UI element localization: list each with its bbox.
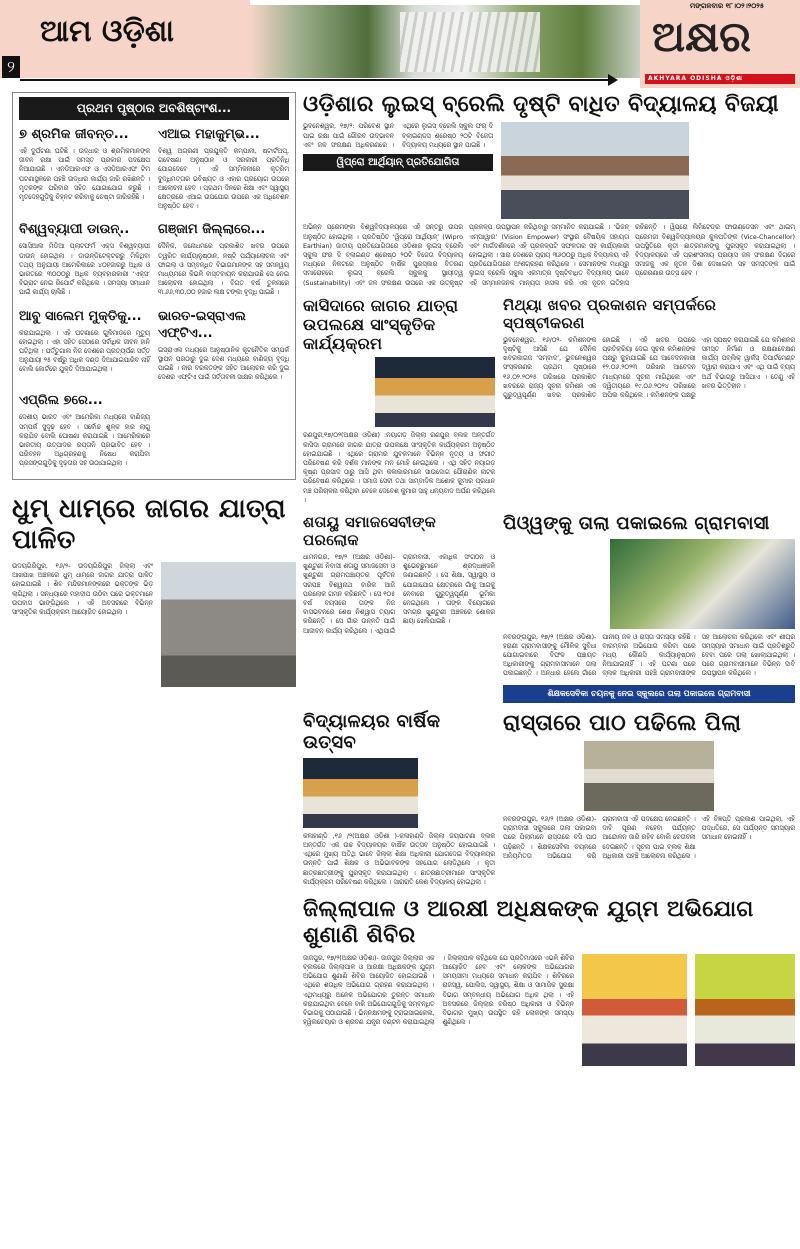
vidyalaya-photo [303,758,418,828]
block-text: କରାଯାଇଥିଲା । ଏହି ଘଟଣାରେ ଗୁଳିମାଡ଼ରେ ମୃତ୍ୟୁ ହୋଇଥିଲା । ଏହା ସହିତ ସେଠାରେ ସର୍ବାଧିକ ଜୀବନ ହାନି ଘଟିଥିଲା । ପର୍ତ୍ତୁଗାଲ ନିଜ ଦେଶରେ ପ୍ରତ୍ୟର୍ପଣ ସର୍ତ୍ତ ଅନୁଯାୟୀ ୨୫ ବର୍ଷରୁ ଅଧିକ ଦଣ୍ଡ ଦିଆଯାଇପାରିବ ନାହିଁ ବୋଲି କୋର୍ଟରେ ଯୁକ୍ତି ଦିଆଯାଇଥିଲା । [19,329,150,374]
continued-from-front-page [12,92,296,480]
block-heading: ବିଶ୍ୱବ୍ୟାପୀ ଡାଉନ୍.. [19,222,130,238]
newspaper-logo: ଅକ୍ଷର [652,12,751,61]
braille-text: ଅଭିନ୍ନ ପ୍ରେମଙ୍କା ବିଶ୍ୱବିଦ୍ୟାଳୟରେ ଏହି ସନ୍ତରୁ ଉପର ଅନୁଷ୍ଠିତ ହୋଇଥିଲା । ପ୍ରତିଷ୍ଠିତ ‘ୱିପ୍ରୋ ଆର୍ଥିୟାନ୍’ (Wipro Earthian) ଜାତୀୟ ପ୍ରତିଯୋଗିତାରେ ଓଡ଼ିଶାର ଲୁଇସ୍ ବ୍ରେଲି ସ୍କୁଲ ଫର ଦି ବ୍ଲାଇଣ୍ଡ ଶ୍ରେଷ୍ଠ ୨୦ଟି ବିଜେତା ବିଦ୍ୟାଳୟ ମଧ୍ୟରେ ନିକଟରେ ଅନୁଷ୍ଠିତ ବାର୍ଷିକ ପୁରସ୍କାର ବିତରଣ ସମାରୋହରେ ଲୁଇସ୍ ବ୍ରେଲି ସ୍କୁଲକୁ ସ୍ଥାୟୀତ୍ୱ (Sustainability) ଏବଂ ଜଳ ସଂରକ୍ଷଣ ଉପରେ ଏକ ଉତ୍କୃଷ୍ଟ ପ୍ରକଳ୍ପ ଉପସ୍ଥାପନ କରିଥିବାରୁ ସମ୍ମାନିତ କରାଯାଇଛି । ‘ଭିଜନ୍ ଏମ୍ପାୱାର’ (Vision Empower) ସଂସ୍ଥାର ବୈଷୟିକ ସହାୟତା ଏବଂ ମାର୍ଗଦର୍ଶନରେ ଏହି ପ୍ରକଳ୍ପଟି ସଫଳତାର ସହ କାର୍ଯ୍ୟକାରୀ ହୋଇଥିଲା । ସାରା ଦେଶରେ ପ୍ରାୟ ୩୬୦୦ରୁ ଅଧିକ ବିଦ୍ୟାଳୟ ଏହି ପ୍ରତିଯୋଗିତାରେ ଅଂଶଗ୍ରହଣ କରିଥିଲେ । ସେମାନଙ୍କ ମଧ୍ୟରୁ ଲୁଇସ୍ ବ୍ରେଲି ସ୍କୁଲ ଏକମାତ୍ର ଦୃଷ୍ଟିବାଧିତ ବିଦ୍ୟାଳୟ ଭାବେ ଏହି ସମ୍ମାନଜନକ ମାନ୍ୟତା ହାସଲ କରି ଏକ ନୂତନ ଇତିହାସ ରଚିଛନ୍ତି । ୱିପ୍ରୋ ଲିମିଟେଡ୍‌ର ଫାଉଣ୍ଡେସନ ଏବଂ ଥାଇମ୍ ପ୍ରେମଜୀ ବିଶ୍ୱବିଦ୍ୟାଳୟର କୁଳପତିଙ୍କ (Vice-Chancellor) ଉପସ୍ଥିତିରେ କୃତୀ ଛାତ୍ରମାନଙ୍କୁ ପୁରସ୍କୃତ କରାଯାଇଥିଲା । ବିଦ୍ୟାଳୟରେ ଏହି ପ୍ରଶଂସନୀୟ ପ୍ରୟାସ ଜଳ ସଂରକ୍ଷଣ ଦିଗରେ ସମାଜକୁ ଏକ ନୂତନ ଦିଶା ଦେଖାଇବା ସହ ସମସ୍ତଙ୍କ ପାଇଁ ପ୍ରେରଣାର ଉତ୍ସ ହେବ । [303,224,795,287]
vidyalaya-headline: ବିଦ୍ୟାଳୟର ବାର୍ଷିକ ଉତ୍ସବ [303,710,441,754]
temple-photo [161,562,296,687]
block-text: ଦୈନିକ, ଜନୋଧମରେ ପ୍ରକାଶିତ ଖବର ଉପରେ ତ୍ୱରିତ କାର୍ଯ୍ୟାନୁଷ୍ଠାନ, ନଷ୍ଟି ପର୍ଯ୍ୟାଲୋଚନା ଏବଂ ଫାଇଲ୍ ଓ ସମ୍ବନ୍ଧିତ ବିଭାଗମାନଙ୍କ ସହ ସମନ୍ୱୟ ମାଧ୍ୟମରେ କିଭଳି ବାସ୍ତବାୟନ କରାଯାଉଛି ସେ ନେଇ ଆଲୋଚନା ହୋଇଥିଲା । ବିଗତ ବର୍ଷ ତୁଳନାରେ ୩.୬୬,୩୦,୦୦ ହଜାର ଲକ୍ଷ ଟଙ୍କା ବୃଦ୍ଧି ପାଇଛି । [158,243,289,297]
shatayu-text: ଧାମନଗର, ୧୭/୨ (ଅକ୍ଷର ଓଡ଼ିଶା)- ଖୁଣ୍ଟୁଣୀ ନିବାସୀ ଶତାୟୁ ସମାଜସେବୀ ଓ ଖୁଣ୍ଟୁଣୀ ଗ୍ରାମପଞ୍ଚାୟତର ପୂର୍ବତନ ସରପଞ୍ଚ ବିଶ୍ୱନାଥ ବାରିକ ଆଜି ପରଲୋକ ଗମନ କରିଛନ୍ତି । ସେ ୧୦୫ ବର୍ଷ ବୟସରେ ତାଙ୍କ ନିଜ ବାସଭବନରେ ଶେଷ ନିଶ୍ୱାସ ତ୍ୟାଗ କରିଛନ୍ତି । ସେ ଗାଁର ଉନ୍ନତି ପାଇଁ ଆଜୀବନ କାର୍ଯ୍ୟ କରିଥିଲେ । ଏଥିପାଇଁ ଗ୍ରାମବାସୀ, ଏକାଧିକ ସଂଗଠନ ଓ ଶୁଭେଚ୍ଛୁମାନେ ଶ୍ରଦ୍ଧାଞ୍ଜଳି ଜଣାଇଛନ୍ତି । ସେ ଶିକ୍ଷା, ସ୍ୱାସ୍ଥ୍ୟ ଓ ଯୋଗାଯୋଗ କ୍ଷେତ୍ରରେ ଗାଁକୁ ଆଗକୁ ନେବାରେ ଗୁରୁତ୍ୱପୂର୍ଣ୍ଣ ଭୂମିକା ନେଇଥିଲେ । ତାଙ୍କ ବିୟୋଗରେ ସମଗ୍ର ଖୁଣ୍ଟୁଣୀ ଅଞ୍ଚଳରେ ଶୋକର ଛାୟା ଖେଳିଯାଇଛି । [303,554,495,635]
block-heading: ଏଆଇ ମହାକୁମ୍ଭ... [158,127,260,142]
rasta-headline: ରାସ୍ତାରେ ପାଠ ପଢିଲେ ପିଲା [503,710,742,736]
shibira-text: ଜାଜପୁର, ୧୭/୨(ଅକ୍ଷର ଓଡ଼ିଶା)- ଜାଜପୁର ଜିଲ୍ଲାର ଏକ ବ୍ଲକରେ ଜିଲ୍ଲାପାଳ ଓ ଆରକ୍ଷୀ ଅଧିକ୍ଷକଙ୍କ ଯୁଗ୍ମ ଅଭିଯୋଗ ଶୁଣାଣି ଶିବିର ଆୟୋଜିତ ହୋଇଯାଇଛି । ଏଥିରେ ଶତାଧିକ ଅଭିଯୋଗ ଗ୍ରହଣ କରାଯାଇଥିଲା । ଏଥିମଧ୍ୟରୁ ଅନେକ ଅଭିଯୋଗର ତୁରନ୍ତ ସମାଧାନ କରାଯାଇଥିବା ବେଳେ ବାକି ଅଭିଯୋଗଗୁଡ଼ିକୁ ସମ୍ବନ୍ଧିତ ବିଭାଗକୁ ପଠାଯାଇଛି । ଭିନ୍ନକ୍ଷମଙ୍କୁ ଟ୍ରାଇସାଇକେଲ, ହ୍ୱିଲଚେୟାର ଓ ଶ୍ରବଣ ଯନ୍ତ୍ର ବଣ୍ଟନ କରାଯାଇଥିଲା । ଜିଲ୍ଲାପାଳ କହିଥିଲେ ଯେ ପ୍ରତିମାସରେ ଏଭଳି ଶିବିର ଆୟୋଜିତ ହେବ ଏବଂ ଲୋକଙ୍କ ଅଭିଯୋଗର ସମୟସୀମା ମଧ୍ୟରେ ସମାଧାନ କରାଯିବ । ଶିବିରରେ ରାଜସ୍ୱ, ପୋଲିସ, ସ୍ୱାସ୍ଥ୍ୟ, ଶିକ୍ଷା ଓ ସାମାଜିକ ସୁରକ୍ଷା ବିଭାଗ ସମ୍ବନ୍ଧୀୟ ଅଭିଯୋଗ ଅଧିକ ଥିଲା । ଏହି ଅବସରରେ ଜିଲ୍ଲାର ବରିଷ୍ଠ ଅଧିକାରୀ ଓ ବିଭିନ୍ନ ବିଭାଗର ମୁଖ୍ୟ ଉପସ୍ଥିତ ରହି ଲୋକଙ୍କ ସମସ୍ୟା ଶୁଣିଥିଲେ । [303,954,574,1027]
braille-headline: ଓଡ଼ିଶାର ଲୁଇସ୍ ବ୍ରେଲି ଦୃଷ୍ଟି ବାଧିତ ବିଦ୍ୟାଳୟ ବିଜୟୀ [303,92,779,117]
shibira-headline: ଜିଲ୍ଲାପାଳ ଓ ଆରକ୍ଷୀ ଅଧିକ୍ଷକଙ୍କ ଯୁଗ୍ମ ଅଭିଯୋଗ ଶୁଣାଣି ଶିବିର [303,897,754,949]
logo-tagline [645,74,795,84]
vidyalaya-text: କଳାହାଣ୍ଡି ,୧୬ /୨(ଅକ୍ଷର ଓଡ଼ିଶା )-କଳାହାଣ୍ଡି ଜିଲ୍ଲା ଜୟପାଟଣା ବ୍ଲକ ଅନ୍ତର୍ଗତ ଏକ ଉଚ୍ଚ ବିଦ୍ୟାଳୟର ବାର୍ଷିକ ଉତ୍ସବ ଅନୁଷ୍ଠିତ ହୋଇଯାଇଛି । ଏଥିରେ ମୁଖ୍ୟ ଅତିଥି ଭାବେ ଜିଲ୍ଲା ଶିକ୍ଷା ଅଧିକାରୀ ଯୋଗଦେଇ ବିଦ୍ୟାଳୟର ଉନ୍ନତି ପାଇଁ ଶିକ୍ଷକ ଓ ଅଭିଭାବକଙ୍କ ସହଯୋଗ ଲୋଡ଼ିଥିଲେ । କୃତୀ ଛାତ୍ରଛାତ୍ରୀଙ୍କୁ ପୁରସ୍କୃତ କରାଯାଇଥିଲା । ଛାତ୍ରଛାତ୍ରୀମାନେ ସାଂସ୍କୃତିକ କାର୍ଯ୍ୟକ୍ରମ ପରିବେଷଣ କରିଥିଲେ । ସାରାରାତି କେଶ ବିଦ୍ୟାଳୟ ହୋଇଥିଲା । [303,832,495,886]
pio-photo [610,539,795,629]
kasida-photo [375,357,495,427]
kasida-text: ରଣପୁର,୧୭/୦୨(ଅକ୍ଷର ଓଡ଼ିଶା) :ନୟାଗଡ଼ ଜିଲ୍ଲା ରଣପୁର ବ୍ଲକ ଅନ୍ତର୍ଗତ କାସିଦା ଗ୍ରାମରେ ଜାଗର ଯାତ୍ରା ଉପଲକ୍ଷେ ସାଂସ୍କୃତିକ କାର୍ଯ୍ୟକ୍ରମ ଅନୁଷ୍ଠିତ ହୋଇଯାଇଛି । ଏଥିରେ ଗ୍ରାମର ଯୁବକମାନେ ବିଭିନ୍ନ ନୃତ୍ୟ ଓ ସଂଗୀତ ପରିବେଷଣ କରି ଦର୍ଶକ ମାନଙ୍କ ମନ ମୋହି ନେଇଥିଲେ । ଏଥି ସହିତ ନୟାଗଡ଼ କୃଷ୍ଣ ପ୍ରସାଦ ଠାରୁ ଆସି ଥିବା କଳାକାରମାନେ ସାଉଦୋଗ ପୌରାଣିକ ନାଟକ ପରିବେଷଣ କରିଥିଲେ । ସମାଜ ସେବୀ ତଥା ସାମ୍ବାଦିକ ଅଶୋକ କୁମାର ପ୍ରଧାନ ମଞ୍ଚ ପରିଚାଳନା କରିଥିବା ବେଳେ ଦେବେଶ କୁମାର ସାହୁ ଧନ୍ୟବାଦ ଅର୍ପଣ କରିଥିଲେ । [303,432,495,504]
tagline-en: AKHYARA ODISHA [648,75,723,82]
section-title: ଆମ ଓଡ଼ିଶା [40,14,174,49]
block-heading: ଗଞ୍ଜାମ ଜିଲ୍ଲାରେ... [158,222,266,238]
continued-title: ପ୍ରଥମ ପୃଷ୍ଠାର ଅବଶିଷ୍ଟାଂଶ... [19,97,289,120]
tagline-odia: ଓଡ଼ିଶା [725,75,743,82]
braille-photo [501,122,689,219]
waterfall-image [400,12,540,72]
mithya-text: ଭୁବନେଶ୍ୱର, ୧୬/୦୨- କମିଶନଙ୍କ ଦୃଷ୍ଟିକୁ ଆସିଛି ଯେ ଦୈନିକ ଖବରକାଗଜ ‘ସମ୍ବାଦ’, ଭୁବନେଶ୍ୱର ସଂସ୍କରଣର ପ୍ରଥମ ପୃଷ୍ଠାରେ ୧୬.୦୨.୨୦୨୫ ତାରିଖରେ ପ୍ରକାଶିତ ଖବରରେ ରାଜ୍ୟ ସୂଚନା କମିଶନ ଏକ ଗୁରୁତ୍ୱପୂର୍ଣ୍ଣ ଖବର ପ୍ରକାଶିତ ହୋଇଛି । ଏହି ଖବର ଉପରେ ପ୍ରତିକ୍ରିୟା ଦେଇ ସୂଚନା କମିଶନଙ୍କ ପକ୍ଷରୁ କୁହାଯାଇଛି ଯେ ଆବେଦନକାରୀ ୧୨.୦୬.୨୦୨୩ ତାରିଖର ଆବେଦନ ମାଧ୍ୟମରେ ସୂଚନା ମାଗିଥିଲେ ଏବଂ ଦ୍ୱିତୀୟରେ ୧୯.୦୬.୨୦୨୪ ତାରିଖରେ ଅପିଲ କରିଥିଲେ । କମିଶନଙ୍କ ପକ୍ଷରୁ ଏହା ସ୍ପଷ୍ଟ କରାଯାଇଛି ଯେ କମିଶନର ସମସ୍ତ ନିର୍ମାଣ ଓ ରକ୍ଷଣାବେକ୍ଷଣ କାର୍ଯ୍ୟ ପବ୍ଲିକ୍ ୱାର୍କସ୍ ଡିପାର୍ଟମେଣ୍ଟ ଦ୍ୱାରା କରାଯାଏ ଏବଂ ଏଥି ପାଇଁ ବ୍ୟୟ ଅର୍ଥ ବିଭାଗରୁ ଆସିଥାଏ । ତେଣୁ ଏହି ଖବର ଭିତ୍ତିହୀନ । [503,336,795,400]
block-text: ବିଶ୍ୱ ଅଗ୍ରଣୀ ପ୍ରଯୁକ୍ତି କମ୍ପାନୀ, ଷ୍ଟାର୍ଟଅପ୍, ଗବେଷଣା ଅନୁଷ୍ଠାନ ଓ ସରକାରୀ ପ୍ରତିନିଧି ଯୋଗଦେବେ । ଏହି ସମ୍ମିଳନୀରେ କୃତ୍ରିମ ବୁଦ୍ଧିମତ୍ତାର ଭବିଷ୍ୟତ ଓ ଏହାର ପ୍ରୟୋଗ ଉପରେ ଆଲୋଚନା ହେବ । ପ୍ରଥମ ଦିନରେ ଶିକ୍ଷା ଏବଂ ସ୍ୱାସ୍ଥ୍ୟ କ୍ଷେତ୍ରରେ ଏଆଇ ଉପଯୋଗ ଉପରେ ଏକ ଅଧିବେଶନ ଅନୁଷ୍ଠିତ ହେବ । [158,148,289,211]
pio-headline: ପିଓ୍ୱଙ୍କୁ ତାଲା ପକାଇଲେ ଗ୍ରାମବାସୀ [503,513,770,534]
block-text: ଏହି ଦୁର୍ଘଟଣା ଘଟିଛି । ଉଦ୍ଧାର ଓ ଶ୍ରମିକମାନଙ୍କ ଜୀବନ ରକ୍ଷା ପାଇଁ ସମସ୍ତ ପ୍ରକାର ପଦକ୍ଷେପ ନିଆଯାଉଛି । ଏନଡିଆରଏଫ ଓ ଏସଡିଆରଏଫ ଟିମ ଘଟଣାସ୍ଥଳରେ ପହଞ୍ଚି ଉଦ୍ଧାର କାର୍ଯ୍ୟ ଜାରି ରଖିଛନ୍ତି । ମୃତକଙ୍କ ପରିବାର ସହିତ ଯୋଗାଯୋଗ କରୁଛି । ମୃତଦେହଗୁଡ଼ିକୁ ଚିହ୍ନଟ କରିବାକୁ ଚେଷ୍ଟା ଜାରିରହିଛି । [19,148,150,202]
kasida-headline-1: କାସିଦାରେ ଜାଗର ଯାତ୍ରା [303,295,459,315]
issue-date: ମଙ୍ଗଳବାର ୧୮।୦୨।୨୦୨୫ [690,2,765,10]
shatayu-headline: ଶତାୟୁ ସମାଜସେବୀଙ୍କ ପରଲୋକ [303,513,437,549]
block-heading: ୭ ଶ୍ରମିକ ଜୀବନ୍ତ... [19,127,129,142]
kasida-headline-2: ଉପଲକ୍ଷେ ସାଂସ୍କୃତିକ କାର୍ଯ୍ୟକ୍ରମ [303,315,436,354]
rasta-text: ନବରଙ୍ଗପୁର, ୧୬/୨ (ଅକ୍ଷର ଓଡ଼ିଶା)- ଗ୍ରାମବାସୀ ସ୍କୁଲରେ ତାଲା ପକାଇବା ପରେ ପିଲାମାନେ ରାସ୍ତାରେ ବସି ପାଠ ପଢ଼ିଛନ୍ତି । ଶିକ୍ଷକସେବିକା ଚୟନରେ ଅନିୟମିତତା ଅଭିଯୋଗ କରି ଗ୍ରାମବାସୀ ଏହି ପଦକ୍ଷେପ ନେଇଛନ୍ତି । ଦାବି ପୂରଣ ନହେବା ପର୍ଯ୍ୟନ୍ତ ଆନ୍ଦୋଳନ ଜାରି ରହିବ ବୋଲି ଚେତାବନୀ ଦେଇଛନ୍ତି । ସୂଚନା ପାଇ ବ୍ଲକ ଶିକ୍ଷା ଅଧିକାରୀ ପହଞ୍ଚି ଆଲୋଚନା କରିଥିଲେ । ଏହି ବିଜ୍ଞପ୍ତି ପ୍ରକାଶ ପାଇଥିଲା, ଏହି ପଦ୍ଧତିରେ, ସେ ପର୍ଯ୍ୟନ୍ତ ସମସ୍ୟାର ସମାଧାନ ହୋଇନାହିଁ । [503,816,795,860]
mithya-headline: ମିଥ୍ୟା ଖବର ପ୍ରକାଶନ ସମ୍ପର୍କରେ ସ୍ପଷ୍ଟୀକରଣ [503,295,717,332]
block-text: ଦେଶୀୟ ଭାରତ ଏବଂ ଆମେରିକା ମଧ୍ୟରେ ବାଣିଜ୍ୟ ସମ୍ପର୍କ ସୁଦୃଢ଼ ହେବ । ସର୍ବୋଚ୍ଚ ଶୁଳ୍କ ହାର ଲାଗୁ କରାଯିବ ବୋଲି ଘୋଷଣା କରାଯାଇଛି । ଆମେରିକାରେ ଭାରତୀୟ ଉତ୍ପାଦର ରପ୍ତାନି ପ୍ରଭାବିତ ହେବ । ପରିବହନ ଅଧିଗ୍ରହଣକୁ ନିଷେଧ କରାଯିବା ପ୍ରସଙ୍ଗଗୁଡ଼ିକୁ ଦୃଢ଼ତାର ସହ ଉଠାଯାଇଥିଲା । [19,414,150,468]
block-heading: ଏପ୍ରିଲ ୭ରେ... [19,393,103,409]
jagar-text: ଉଦୟଗିରିପୁର, ୧୬/୨- ଉଦୟଗିରିପୁର ଜିଲ୍ଲା ଏବଂ ଆଖପାଖ ଅଞ୍ଚଳରେ ଧୁମ୍ ଧାମ୍‌ରେ ଜାଗର ଯାତ୍ରା ପାଳିତ ହୋଇଯାଇଛି । ଶିବ ମନ୍ଦିରମାନଙ୍କରେ ଭକ୍ତଙ୍କ ଭିଡ଼ ଲାଗିଥିଲା । ସନ୍ଧ୍ୟାରେ ମହାଦୀପ ଉଠିବା ପରେ ଭକ୍ତମାନେ ଉପବାସ ଭାଙ୍ଗିଥିଲେ । ଏହି ଅବସରରେ ବିଭିନ୍ନ ସାଂସ୍କୃତିକ କାର୍ଯ୍ୟକ୍ରମ ଆୟୋଜିତ ହୋଇଥିଲା । [12,563,153,617]
shibira-photo-2 [695,954,795,1066]
pio-text: ନବରଙ୍ଗପୁର, ୧୭/୨ (ଅକ୍ଷର ଓଡ଼ିଶା)- ହରାଣୀ ଗ୍ରାମବାସୀଙ୍କୁ ମୌଳିକ ସୁବିଧା ଯୋଗାଇବାରେ ବିଫଳ ପଞ୍ଚାୟତ ଅଧିକାରୀଙ୍କୁ ଗ୍ରାମବାସୀମାନେ ତାଲା ପକାଇଛନ୍ତି । ଅନ୍ଧାର ହେଲେ ଗାଁରେ ପାନୀୟ ଜଳ ଓ ରାସ୍ତା ସମସ୍ୟା ରହିଛି । ବାରମ୍ବାର ଅଭିଯୋଗ କରିବା ପରେ ମଧ୍ୟ କୌଣସି କାର୍ଯ୍ୟାନୁଷ୍ଠାନ ନିଆଯାଇନାହିଁ । ଏହି ଘଟଣା ପରେ ବ୍ଲକ ଅଧିକାରୀ ପହଞ୍ଚି ଗ୍ରାମବାସୀଙ୍କ ସହ ଆଲୋଚନା କରିଥିଲେ ଏବଂ ଶୀଘ୍ର ସମସ୍ୟାର ସମାଧାନ ପାଇଁ ପ୍ରତିଶ୍ରୁତି ଦେବା ପରେ ତାଲା ଖୋଲାଯାଇଥିଲା । ପରେ ଗ୍ରାମବାସୀମାନେ ବିଭିନ୍ନ ଦାବି ଉପସ୍ଥାପନ କରିଥିଲେ । [503,633,795,678]
block-text: ଇସ୍ରାଏଲ ମଧ୍ୟରେ ଆନୁଷ୍ଠାନିକ କୂଟନୈତିକ ସମ୍ପର୍କ ସ୍ଥାପନ ପରଠାରୁ ଦୁଇ ଦେଶ ମଧ୍ୟରେ ବାଣିଜ୍ୟ ବୃଦ୍ଧି ପାଇଛି । ନୀର ବରକତଙ୍କ ସହିତ ଆଲୋଚନା କରି ଦୁଇ ଦେଶର ଏଫ୍‌ଟିଏ ପାଇଁ ସର୍ତ୍ତାବଳୀ ସାକ୍ଷର କରିଥିଲେ । [158,346,289,382]
arrow-icon [608,74,618,86]
block-text: ସୋସିଆଲ ମିଡିଆ ପ୍ଲାଟଫର୍ମ ଏକ୍ସ ବିଶ୍ୱବ୍ୟାପୀ ଡାଉନ୍ ହୋଇଥିଲା । ଡାଉନ୍‌ଡିଟେକ୍ଟରରୁ ମିଳିଥିବା ତଥ୍ୟ ଅନୁଯାୟୀ ଆମେରିକାରେ ୪୦ହଜାରରୁ ଅଧିକ ଓ ଭାରତରେ ୩୦୦୦ରୁ ଅଧିକ ବ୍ୟବହାରକାରୀ ‘ଏକ୍ସ’ ବିଭ୍ରାଟ ନେଇ ରିପୋର୍ଟ କରିଥିଲେ । ସମସ୍ୟା ସମାଧାନ ପାଇଁ କାର୍ଯ୍ୟ ଚାଲିଛି । [19,243,150,297]
jagar-headline: ଧୁମ୍ ଧାମ୍‌ରେ ଜାଗର ଯାତ୍ରା ପାଳିତ [12,493,286,555]
rasta-photo [584,741,714,811]
shibira-photo-1 [582,954,687,1066]
teacher-selection-banner: ଶିକ୍ଷକସେବିକା ଚୟନକୁ ନେଇ ସ୍କୁଲରେ ତାଲା ପକାଇଲେ ଗ୍ରାମବାସୀ [503,685,795,703]
braille-intro: ଭୁବନେଶ୍ୱର, ୧୭/୨: ପରିବେଶ ସ୍ଥାନ ପାଇ ରକ୍ଷା ପାଇଁ ଗୌରବ ଉଦ୍ଭାବନ ଏବଂ ଜଳ ସଂରକ୍ଷଣ ଅଧିକରଣରେ । ଏଥିରେ ଲୁଇସ୍ ବ୍ରେଲି ସ୍କୁଲ ଫର୍ ଦି ବ୍ଲାଇଣ୍ଡସ ଶ୍ରେଷ୍ଠ ୨୦ଟି ବିଜେତା ବିଦ୍ୟାଳୟ ମଧ୍ୟରେ ସ୍ଥାନ ପାଇଛି । [303,123,493,149]
left-column [12,92,296,687]
braille-subheading: ୱିପ୍ରୋ ଆର୍ଥିୟାନ୍ ପ୍ରତିଯୋଗିତା [303,154,493,171]
block-heading: ଆବୁ ସାଲେମ ମୁକ୍ତିକୁ... [19,308,142,324]
right-region [303,92,795,1066]
header-rule [20,79,610,81]
page-number: ୨ [2,56,20,78]
block-heading: ଭାରତ-ଇସ୍ରାଏଲ ଏଫ୍‌ଟିଏ... [158,308,246,341]
